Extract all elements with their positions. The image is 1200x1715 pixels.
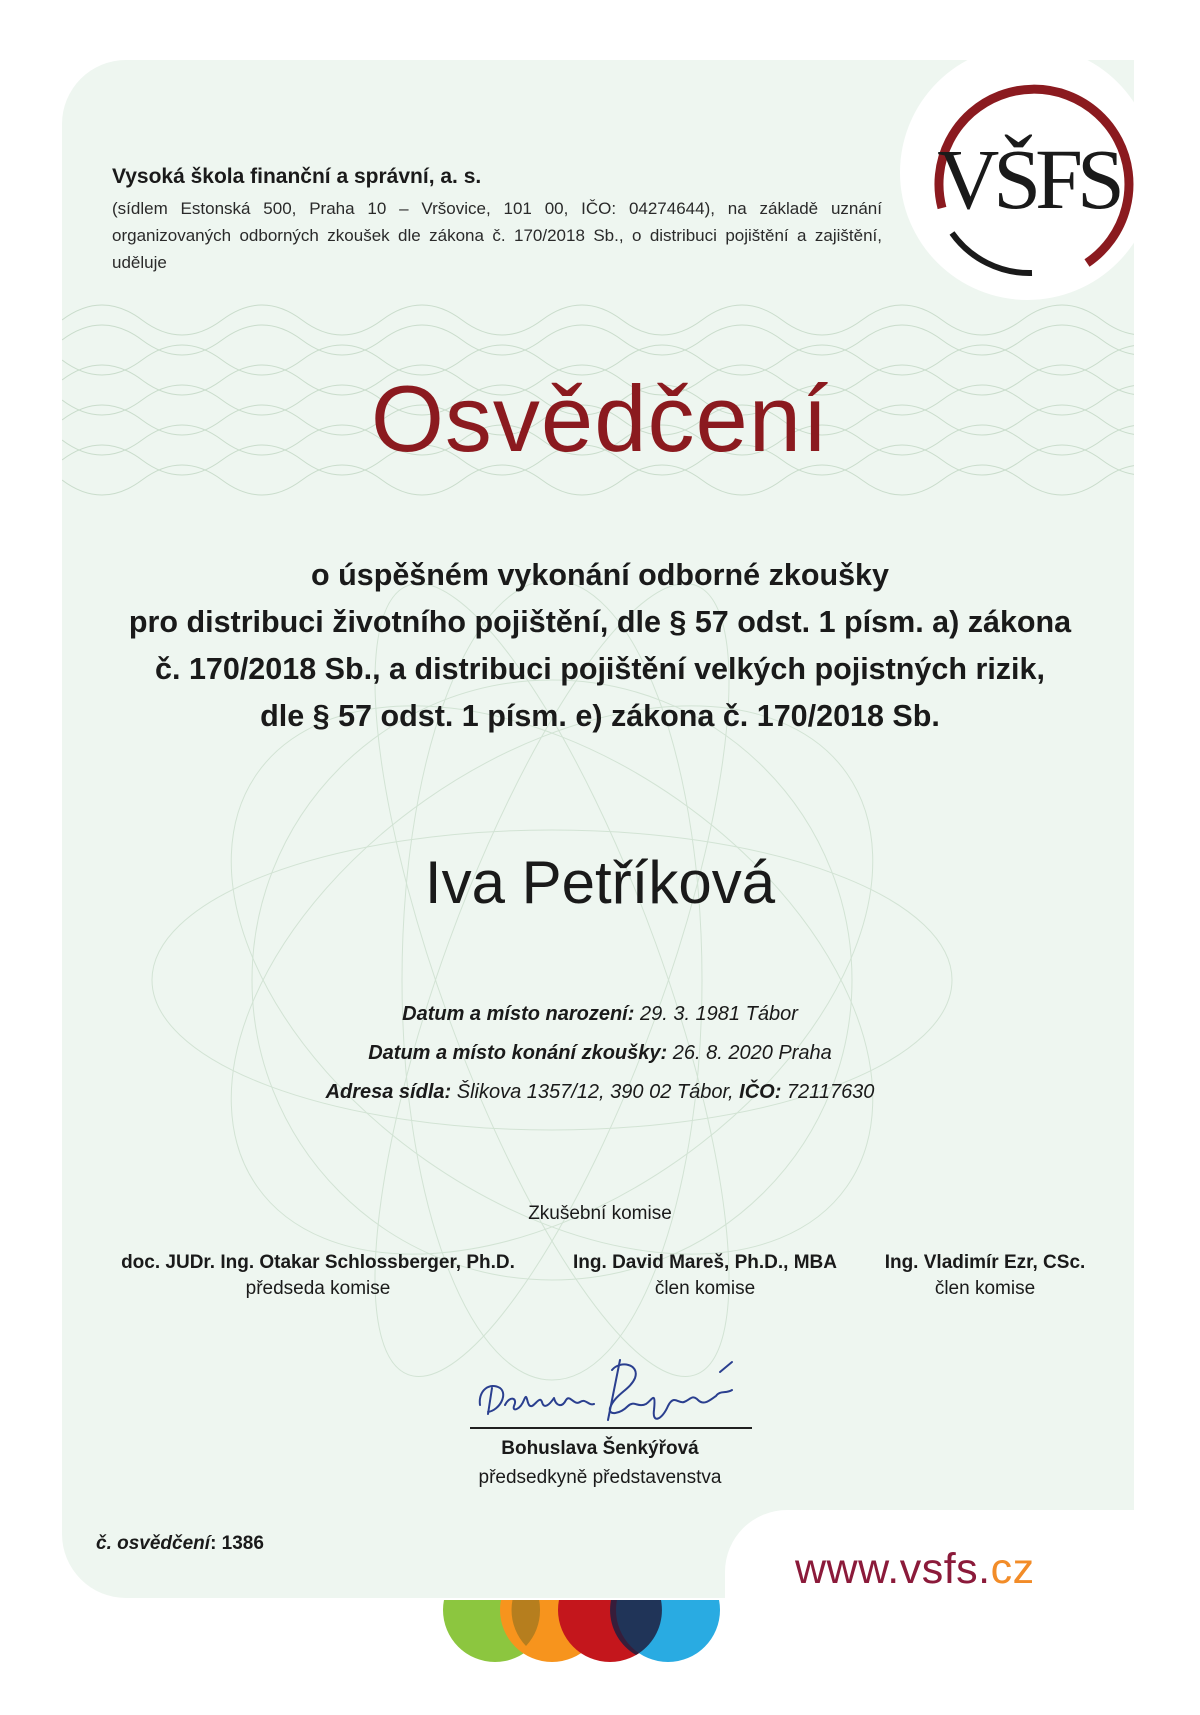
certificate-subtitle [40,552,1160,740]
website-main: www.vsfs. [795,1545,991,1593]
certificate-number-value: 1386 [216,1533,264,1554]
birth-value: 29. 3. 1981 Tábor [634,1003,798,1025]
issuer-name: Vysoká škola finanční a správní, a. s. [112,165,482,188]
holder-name: Iva Petříková [424,849,776,916]
chair-role: předsedkyně představenstva [478,1467,722,1488]
issuer-header [112,165,882,276]
exam-row [0,1034,1200,1073]
committee-title: Zkušební komise [528,1203,672,1224]
subtitle-line: dle § 57 odst. 1 písm. e) zákona č. 170/2018 Sb. [260,699,940,733]
chair-name: Bohuslava Šenkýřová [501,1438,699,1459]
subtitle-line: č. 170/2018 Sb., a distribuci pojištění velkých pojistných rizik, [155,652,1045,686]
member-role: člen komise [654,1278,756,1299]
website-panel [725,1510,1200,1715]
committee-member [860,1252,1110,1300]
exam-value: 26. 8. 2020 Praha [667,1042,832,1064]
member-role: předseda komise [245,1278,391,1299]
member-name: Ing. David Mareš, Ph.D., MBA [573,1252,837,1273]
handwritten-signature [470,1350,760,1430]
address-label: Adresa sídla: [325,1081,452,1103]
website-tld: cz [990,1545,1035,1593]
ico-value: 72117630 [781,1081,875,1103]
website-url [795,1545,1035,1594]
color-circles-decoration [440,1600,730,1700]
signature-line [470,1427,752,1429]
member-name: doc. JUDr. Ing. Otakar Schlossberger, Ph.D. [121,1252,515,1273]
member-name: Ing. Vladimír Ezr, CSc. [884,1252,1086,1273]
certificate-number-colon: : [210,1533,217,1554]
exam-label: Datum a místo konání zkoušky: [368,1042,668,1064]
committee-member-chair [98,1252,538,1300]
committee-member [555,1252,855,1300]
certificate-number-label: č. osvědčení [96,1533,211,1554]
birth-label: Datum a místo narození: [402,1003,635,1025]
subtitle-line: pro distribuci životního pojištění, dle § 57 odst. 1 písm. a) zákona [128,605,1072,639]
ico-label: IČO: [739,1081,782,1103]
address-row [0,1073,1200,1112]
board-chair [0,1438,1200,1489]
holder-details [0,995,1200,1112]
address-value: Šlikova 1357/12, 390 02 Tábor, [451,1081,740,1103]
certificate-title: Osvědčení [370,366,830,471]
subtitle-line: o úspěšném vykonání odborné zkoušky [311,558,889,592]
issuer-description: (sídlem Estonská 500, Praha 10 – Vršovice, 101 00, IČO: 04274644), na základě uznání organizovaných odborných zkoušek dle zákona č. 170/2018 Sb., o distribuci pojištění a zajištění, uděluje [112,199,882,272]
svg-text:VŠFS: VŠFS [937,131,1119,227]
birth-row [0,995,1200,1034]
member-role: člen komise [934,1278,1036,1299]
vsfs-logo [912,58,1144,290]
certificate-number [96,1533,264,1555]
